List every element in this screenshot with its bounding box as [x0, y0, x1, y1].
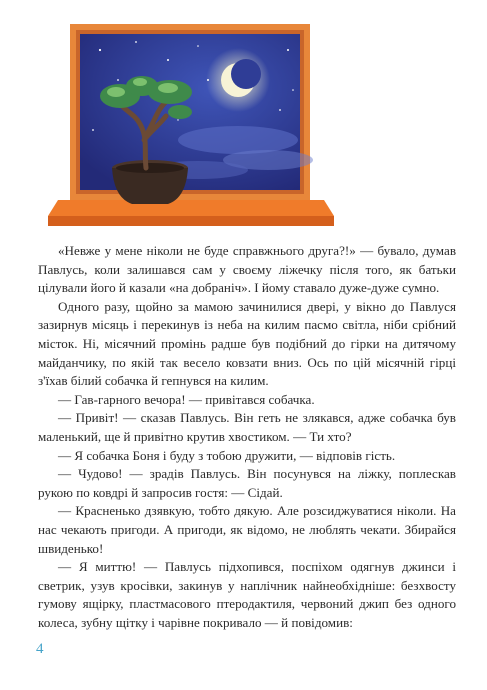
page-number: 4 [36, 641, 44, 657]
paragraph: — Чудово! — зрадів Павлусь. Він посунувся на ліжку, поплескав рукою по ковдрі й запросив гостя: — Сідай. [38, 466, 456, 500]
paragraph: — Красненько дзявкую, тобто дякую. Але розсиджуватися ніколи. На нас чекають пригоди. А пригоди, як відомо, не люблять чекати. Збирайся швиденько! [38, 503, 456, 556]
paragraph: Одного разу, щойно за мамою зачинилися двері, у вікно до Павлуся зазирнув місяць і перекинув із неба на килим пасмо світла, ніби срібний місток. Ні, місячний промінь радше був подібний до гірки на дитячому майданчику, по якій так весело ковзати вниз. Ось по цій місячній гірці з'їхав білий собачка й гепнувся на килим. [38, 298, 456, 389]
paragraph: — Гав-гарного вечора! — привітався собачка. [58, 391, 315, 407]
paragraph: — Привіт! — сказав Павлусь. Він геть не злякався, адже собачка був маленький, ще й привітно крутив хвостиком. — Ти хто? [38, 410, 456, 444]
paragraph: «Невже у мене ніколи не буде справжнього друга?!» — бувало, думав Павлусь, коли залишався сам у своєму ліжечку після того, як батьки цілували його й казали «на добраніч». І йому ставало дуже-дуже сумно. [38, 243, 456, 296]
windowsill-icon [48, 200, 334, 216]
flower-pot-icon [112, 160, 188, 204]
night-window-scene [48, 20, 344, 230]
paragraph: — Я миттю! — Павлусь підхопився, поспіхом одягнув джинси і светрик, узув кросівки, закинув у наплічник найнеобхідніше: безхвосту гумову ящірку, пластмасового птеродактиля, червоний джип без одного колеса, зубну щітку і чарівне покривало — й повідомив: [38, 559, 456, 630]
story-text [38, 242, 456, 632]
paragraph: — Я собачка Боня і буду з тобою дружити, — відповів гість. [58, 447, 396, 463]
window-illustration [48, 20, 344, 230]
